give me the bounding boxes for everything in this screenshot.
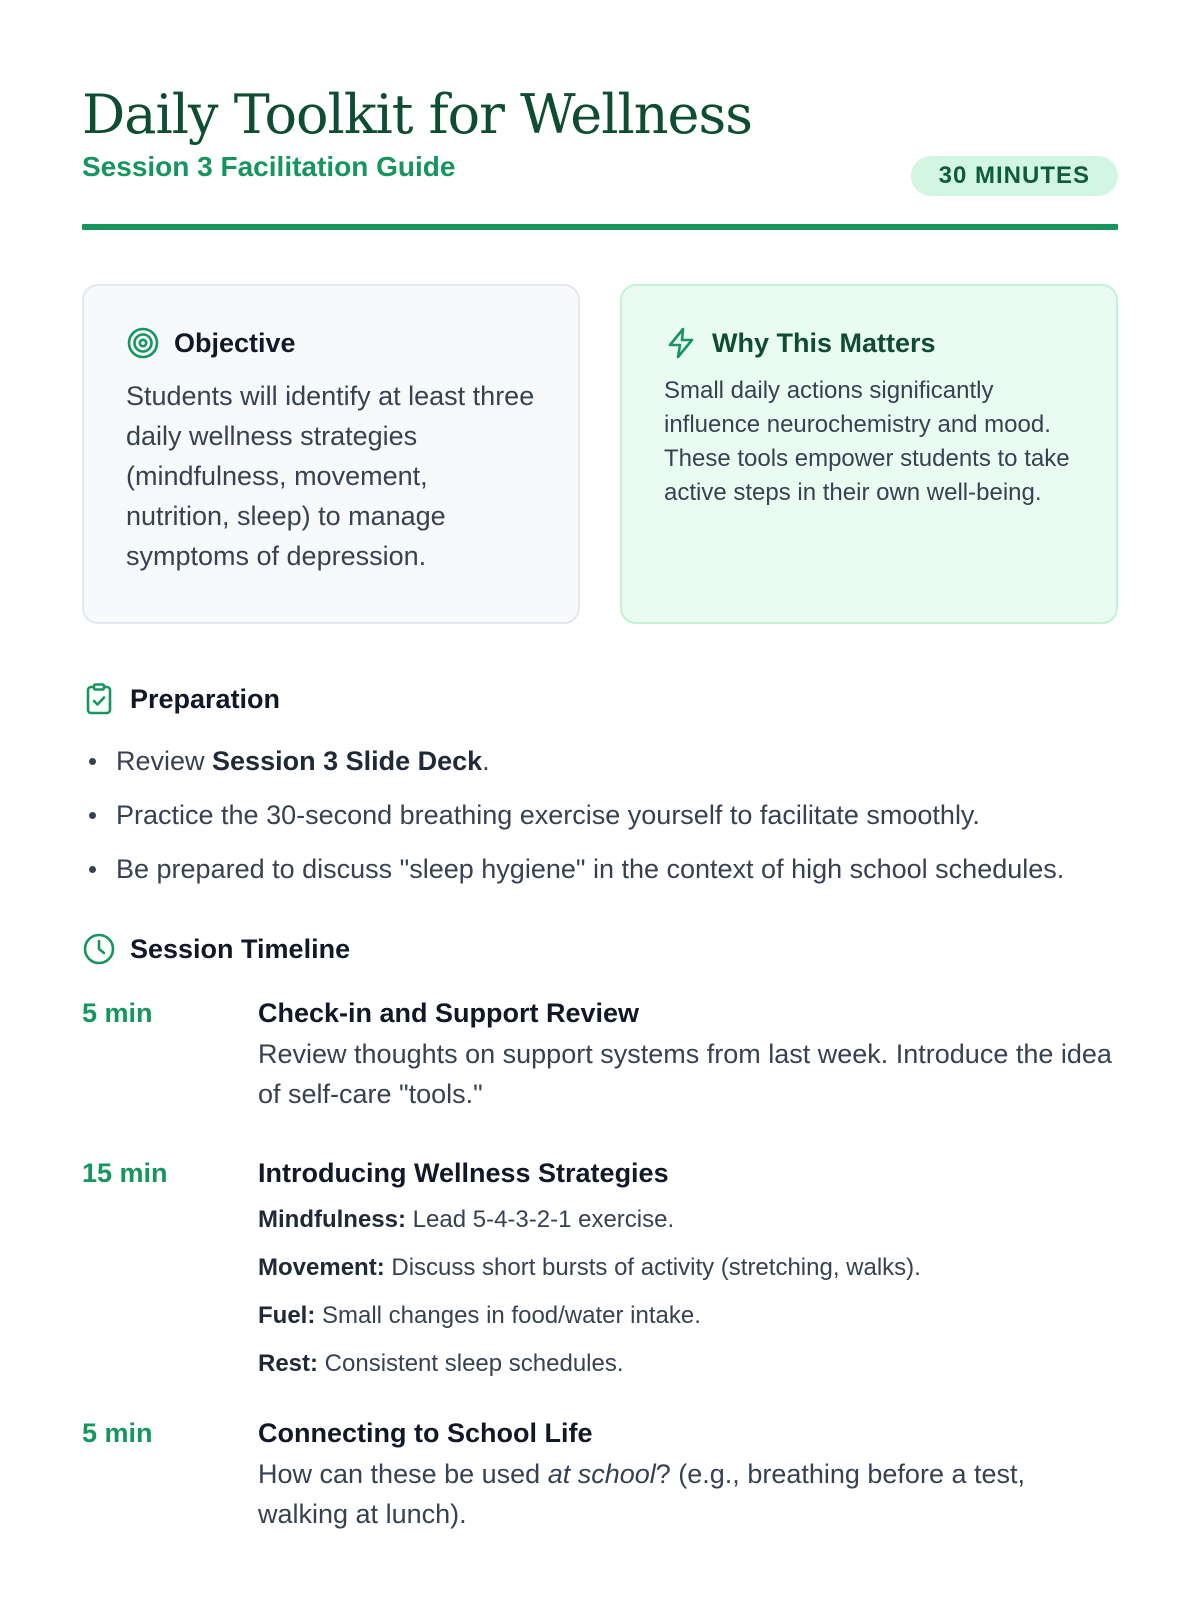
timeline-heading: Session Timeline [130, 934, 351, 964]
duration-badge: 30 MINUTES [911, 156, 1118, 196]
preparation-header [82, 682, 1118, 716]
preparation-list [82, 744, 1118, 886]
timeline-time: 5 min [82, 1418, 153, 1448]
strategy-label: Mindfulness: [258, 1206, 406, 1233]
why-text: Small daily actions significantly influence neurochemistry and mood. These tools empower students to take active steps in their own well-being. [664, 377, 1070, 506]
strategy-item [258, 1300, 1118, 1332]
clock-icon [82, 932, 116, 966]
target-icon [126, 326, 160, 360]
list-item [82, 744, 1118, 778]
timeline-header [82, 932, 1118, 966]
page-title: Daily Toolkit for Wellness [82, 83, 752, 146]
objective-card [82, 284, 580, 624]
timeline-item [82, 1156, 1118, 1396]
objective-card-header [126, 326, 538, 360]
list-item: Be prepared to discuss "sleep hygiene" in the context of high school schedules. [82, 852, 1118, 886]
timeline-item [82, 1416, 1118, 1534]
timeline-time: 15 min [82, 1158, 168, 1188]
strategy-label: Rest: [258, 1350, 319, 1377]
header-divider [82, 224, 1118, 230]
clipboard-check-icon [82, 682, 116, 716]
preparation-heading: Preparation [130, 684, 281, 714]
timeline-content [258, 1156, 1118, 1396]
preparation-section [82, 682, 1118, 886]
strategy-text: Discuss short bursts of activity (stretching, walks). [384, 1254, 921, 1281]
timeline-description: Review thoughts on support systems from last week. Introduce the idea of self-care "tools." [258, 1039, 1112, 1109]
why-this-matters-card [620, 284, 1118, 624]
objective-heading: Objective [174, 328, 296, 358]
strategy-item [258, 1204, 1118, 1236]
why-heading: Why This Matters [712, 328, 936, 358]
timeline-title: Introducing Wellness Strategies [258, 1158, 669, 1188]
strategy-label: Fuel: [258, 1302, 316, 1329]
strategy-list [258, 1204, 1118, 1380]
timeline-title: Connecting to School Life [258, 1418, 593, 1448]
strategy-text: Consistent sleep schedules. [318, 1350, 624, 1377]
strategy-item [258, 1348, 1118, 1380]
timeline-desc-prefix: How can these be used [258, 1459, 548, 1489]
prep-item-1-suffix: . [482, 746, 490, 776]
timeline-time: 5 min [82, 998, 153, 1028]
lightning-icon [664, 326, 698, 360]
strategy-text: Lead 5-4-3-2-1 exercise. [406, 1206, 675, 1233]
objective-text: Students will identify at least three daily wellness strategies (mindfulness, movement, nutrition, sleep) to manage symptoms of depression. [126, 381, 535, 571]
why-card-header [664, 326, 1076, 360]
strategy-item [258, 1252, 1118, 1284]
timeline-item [82, 996, 1118, 1114]
timeline-title: Check-in and Support Review [258, 998, 640, 1028]
timeline-desc-italic: at school [547, 1459, 656, 1489]
timeline-content [258, 996, 1118, 1114]
session-timeline-section [82, 932, 1118, 1534]
timeline-description [258, 1454, 1118, 1534]
prep-item-1-bold: Session 3 Slide Deck [212, 746, 483, 776]
strategy-label: Movement: [258, 1254, 385, 1281]
list-item: Practice the 30-second breathing exercise yourself to facilitate smoothly. [82, 798, 1118, 832]
guide-header [82, 0, 1118, 230]
page-subtitle: Session 3 Facilitation Guide [82, 151, 456, 182]
timeline-desc-suffix: ? (e.g., breathing before a test, walking at lunch). [258, 1459, 1025, 1529]
prep-item-1-prefix: Review [116, 746, 213, 776]
timeline-content [258, 1416, 1118, 1534]
info-cards [82, 284, 1118, 624]
strategy-text: Small changes in food/water intake. [315, 1302, 701, 1329]
